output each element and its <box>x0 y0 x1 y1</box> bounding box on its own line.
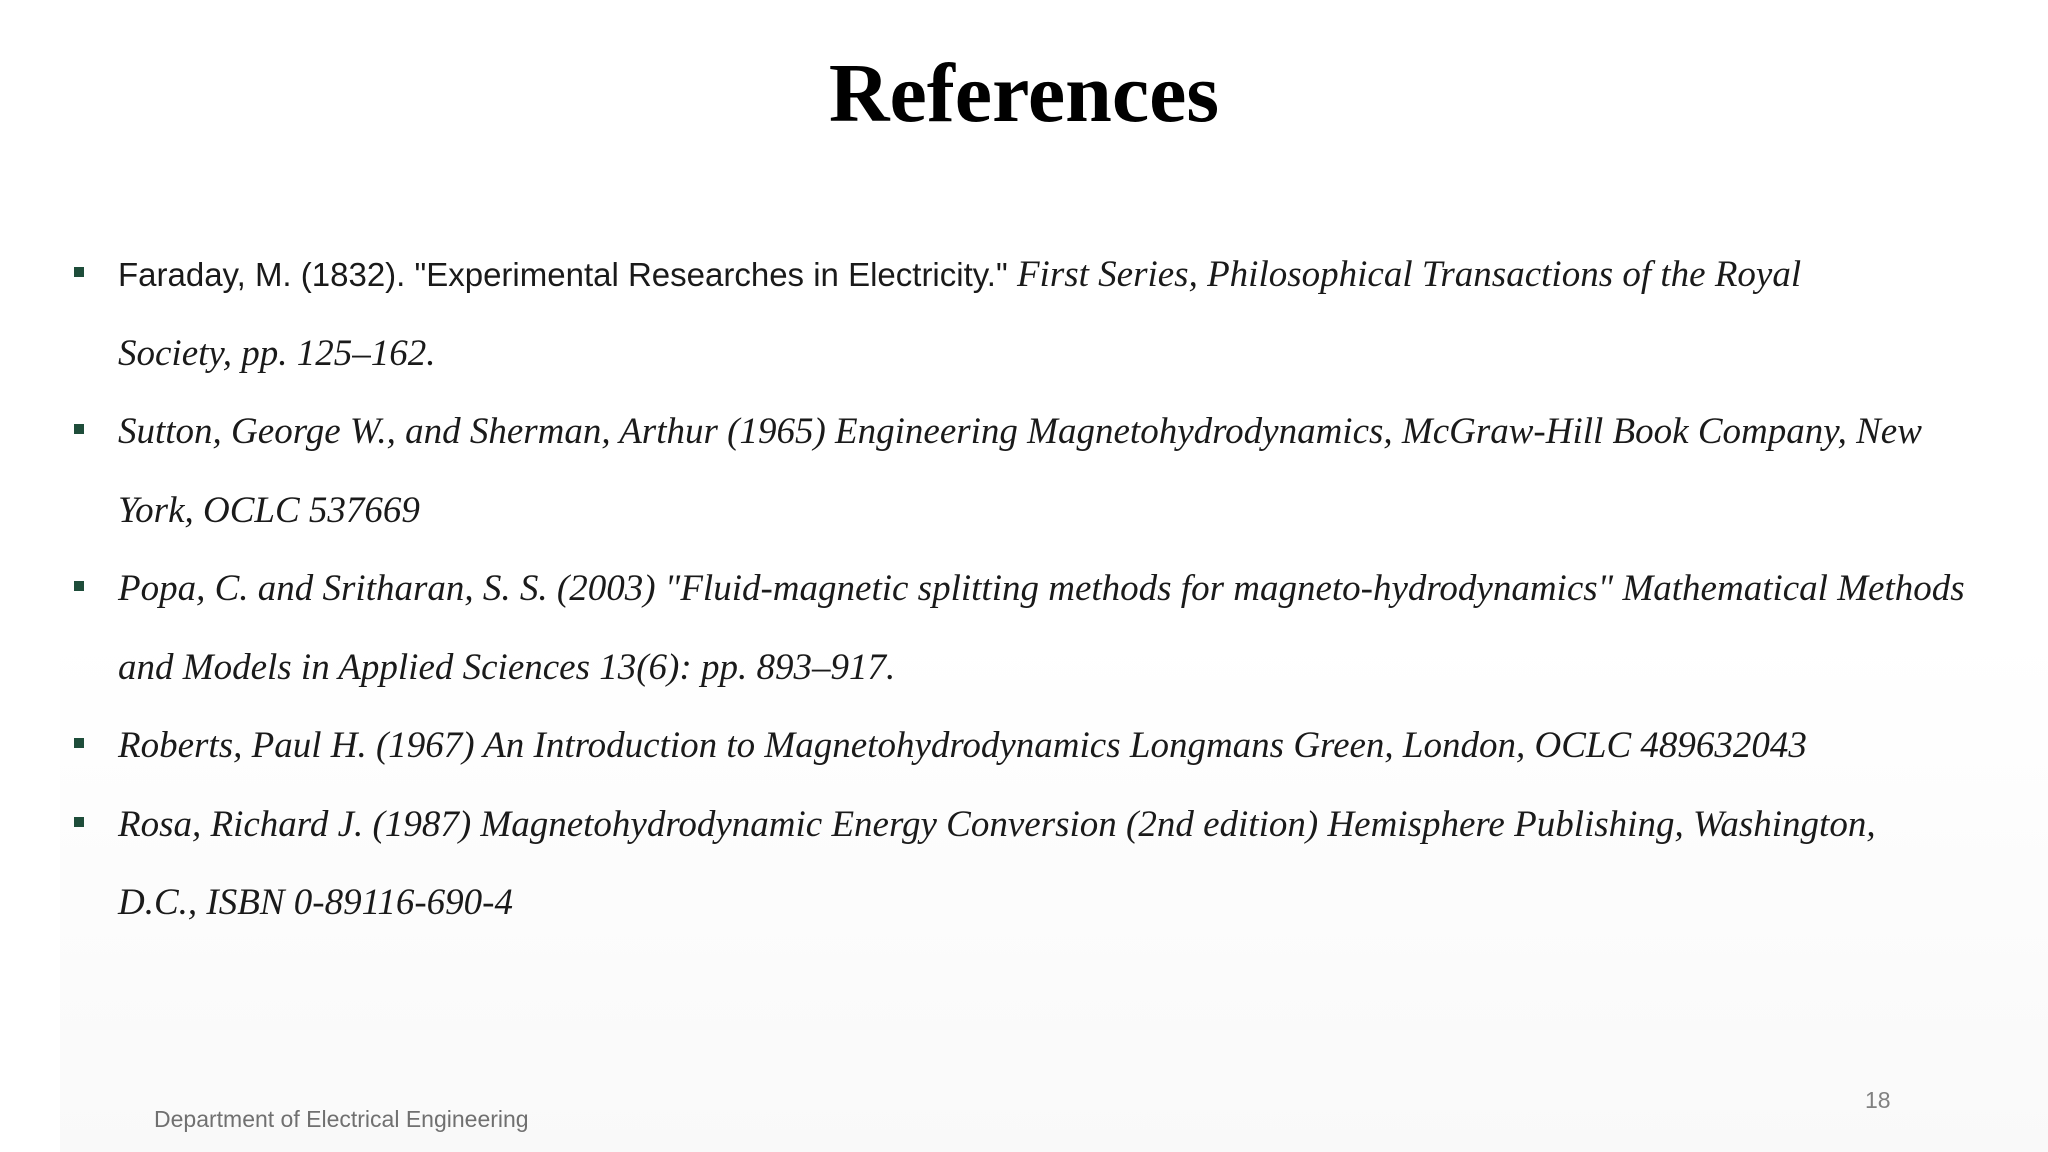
footer-department: Department of Electrical Engineering <box>154 1106 529 1132</box>
page-number: 18 <box>1865 1087 1891 1113</box>
reference-item-faraday <box>70 236 2045 393</box>
left-margin-strip <box>0 0 60 1152</box>
reference-text: Rosa, Richard J. (1987) Magnetohydrodynamic Energy Conversion (2nd edition) Hemisphere Publishing, Washington, <box>118 803 1876 845</box>
square-bullet-icon <box>74 581 84 591</box>
reference-lead-text: Faraday, M. (1832). "Experimental Researches in Electricity." <box>118 256 1008 293</box>
reference-text: D.C., ISBN 0-89116-690-4 <box>118 882 513 923</box>
reference-text: First Series, Philosophical Transactions of the Royal <box>1007 254 1802 295</box>
reference-item-popa <box>70 550 2045 707</box>
square-bullet-icon <box>74 738 84 748</box>
reference-text: Roberts, Paul H. (1967) An Introduction to Magnetohydrodynamics Longmans Green, London, OCLC 489632043 <box>118 725 1807 766</box>
reference-text: and Models in Applied Sciences 13(6): pp. 893–917. <box>118 646 896 688</box>
reference-text: Sutton, George W., and Sherman, Arthur (1965) Engineering Magnetohydrodynamics, McGraw-Hill Book Company, New <box>118 411 1922 452</box>
reference-text: Society, pp. 125–162. <box>118 332 436 374</box>
square-bullet-icon <box>74 424 84 434</box>
square-bullet-icon <box>74 817 84 827</box>
reference-text: York, OCLC 537669 <box>118 489 420 531</box>
reference-list <box>70 236 2045 943</box>
reference-text: Popa, C. and Sritharan, S. S. (2003) "Fluid-magnetic splitting methods for magneto-hydrodynamics" Mathematical Methods <box>118 568 1965 609</box>
reference-item-roberts <box>70 707 2045 786</box>
reference-item-sutton <box>70 393 2045 550</box>
page-title: References <box>828 47 1220 140</box>
square-bullet-icon <box>74 267 84 277</box>
reference-item-rosa <box>70 786 2045 943</box>
